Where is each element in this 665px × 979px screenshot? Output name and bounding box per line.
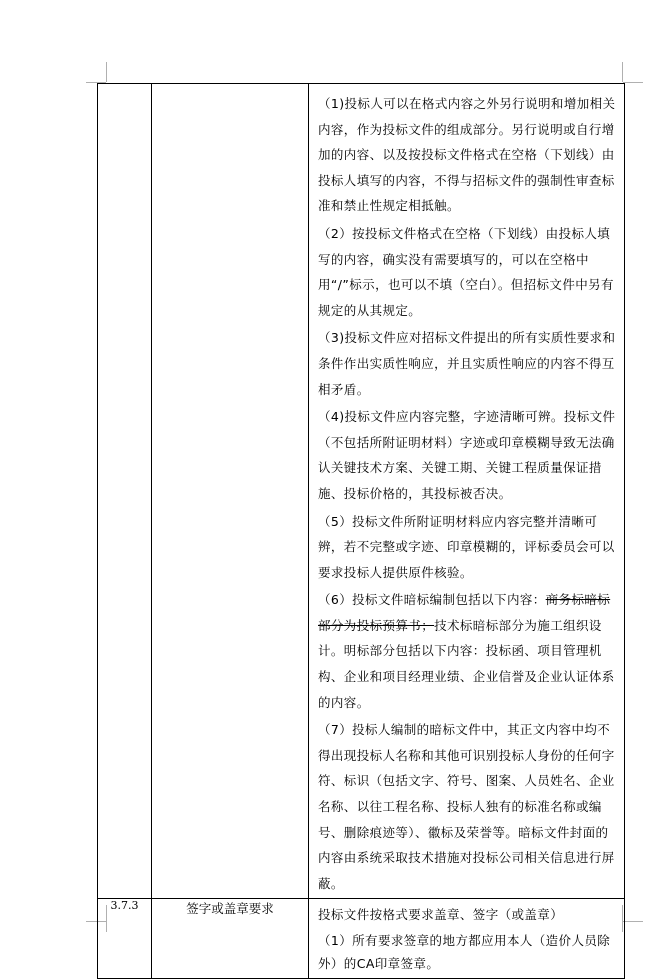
- clause-number-cell: 3.7.3: [98, 899, 152, 979]
- requirements-table: [97, 83, 625, 979]
- clause-paragraph: （1）所有要求签章的地方都应用本人（造价人员除外）的CA印章签章。: [318, 932, 611, 972]
- clause-title-cell: [152, 84, 309, 899]
- crop-mark-bottom-right-h: [623, 921, 643, 922]
- crop-mark-top-right-v: [622, 62, 623, 82]
- clause-number-cell: [98, 84, 152, 899]
- clause-paragraph: （4)投标文件应内容完整，字迹清晰可辨。投标文件（不包括所附证明材料）字迹或印章模糊导致无法确认关键技术方案、关键工期、关键工程质量保证措施、投标价格的，其投标被否决。: [318, 409, 616, 501]
- clause-paragraph: 投标文件按格式要求盖章、签字（或盖章）: [318, 907, 564, 923]
- table-row: [98, 899, 625, 979]
- clause-content-cell: [309, 84, 625, 899]
- clause-paragraph: （1)投标人可以在格式内容之外另行说明和增加相关内容，作为投标文件的组成部分。另行说明或自行增加的内容、以及按投标文件格式在空格（下划线）由投标人填写的内容，不得与招标文件的强制性审查标准和禁止性规定相抵触。: [318, 96, 616, 214]
- clause-paragraph: （3)投标文件应对招标文件提出的所有实质性要求和条件作出实质性响应，并且实质性响应的内容不得互相矛盾。: [318, 330, 616, 397]
- clause-paragraph: （2）按投标文件格式在空格（下划线）由投标人填写的内容，确实没有需要填写的，可以在空格中用“/”标示，也可以不填（空白）。但招标文件中另有规定的从其规定。: [318, 225, 614, 318]
- paragraph-tail-text: 技术标暗标部分为施工组织设计。明标部分包括以下内容：投标函、项目管理机构、企业和项目经理业绩、企业信誉及企业认证体系的内容。: [318, 617, 615, 710]
- clause-title-cell: 签字或盖章要求: [152, 899, 309, 979]
- paragraph-lead-text: （6）投标文件暗标编制包括以下内容：: [318, 592, 546, 608]
- table-row: [98, 84, 625, 899]
- clause-content-cell: [309, 899, 625, 979]
- struck-through-text: 商务标暗标部分为投标预算书；: [318, 592, 611, 633]
- crop-mark-top-left-v: [106, 62, 107, 82]
- crop-mark-top-right-h: [623, 82, 643, 83]
- clause-paragraph: （7）投标人编制的暗标文件中，其正文内容中均不得出现投标人名称和其他可识别投标人身份的任何字符、标识（包括文字、符号、图案、人员姓名、企业名称、以往工程名称、投标人独有的标准名称或编号、删除痕迹等）、徽标及荣誉等。暗标文件封面的内容由系统采取技术措施对投标公司相关信息进行屏蔽。: [318, 722, 615, 891]
- clause-paragraph-with-strikethrough: [318, 587, 619, 715]
- clause-paragraph: （5）投标文件所附证明材料应内容完整并清晰可辨，若不完整或字迹、印章模糊的，评标委员会可以要求投标人提供原件核验。: [318, 513, 615, 580]
